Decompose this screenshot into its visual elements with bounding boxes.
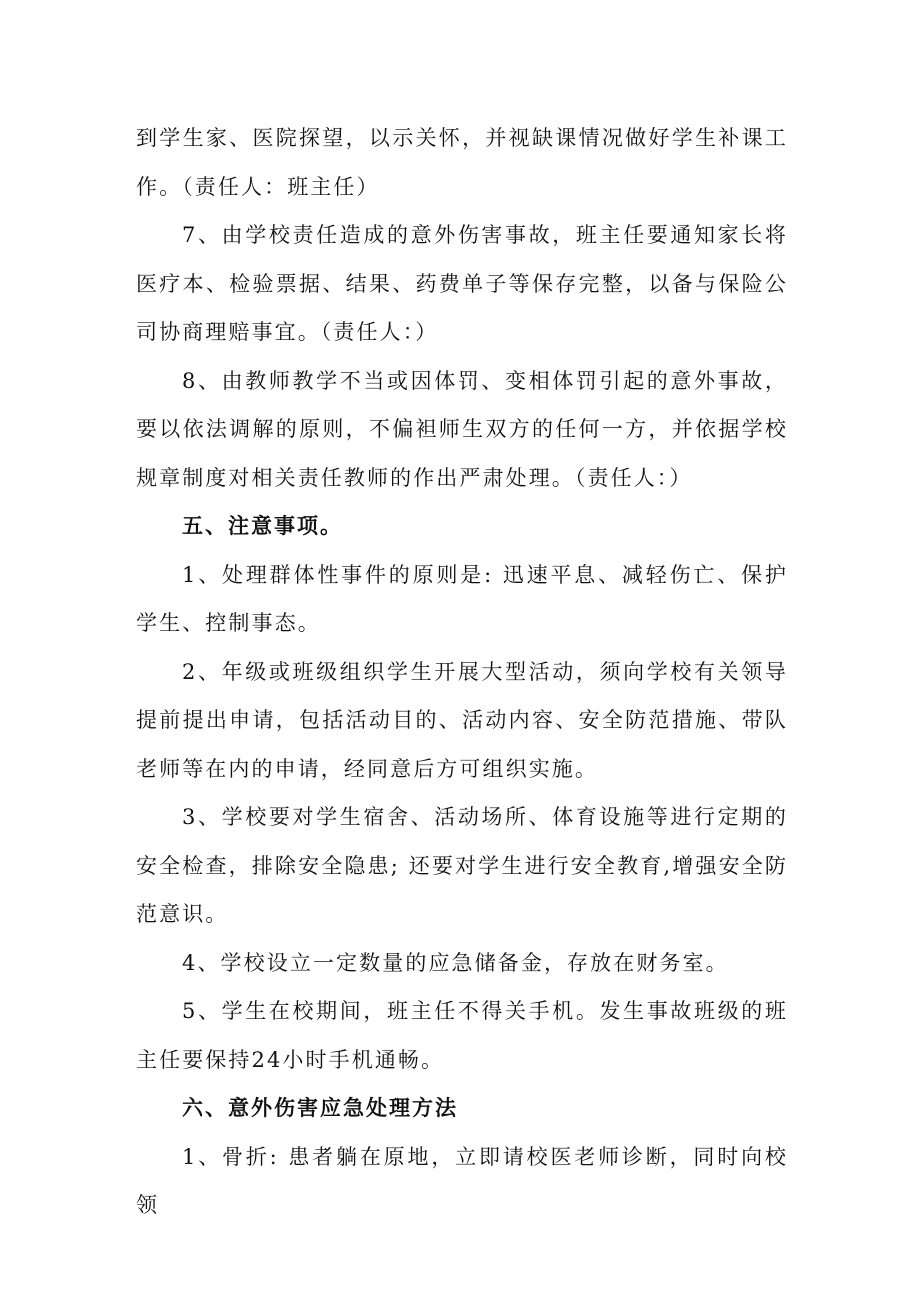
paragraph-method-1-fracture: 1、骨折: 患者躺在原地，立即请校医老师诊断，同时向校领 — [136, 1144, 788, 1217]
section-heading-emergency-methods: 六、意外伤害应急处理方法 — [182, 1096, 458, 1120]
paragraph-precaution-2: 2、年级或班级组织学生开展大型活动，须向学校有关领导提前提出申请，包括活动目的、活动内容、安全防范措施、带队老师等在内的申请，经同意后方可组织实施。 — [136, 659, 788, 781]
paragraph-item-7-insurance: 7、由学校责任造成的意外伤害事故，班主任要通知家长将医疗本、检验票据、结果、药费单子等保存完整，以备与保险公司协商理赔事宜。（责任人：） — [136, 223, 788, 344]
paragraph-item-8-teacher-accident: 8、由教师教学不当或因体罚、变相体罚引起的意外事故，要以依法调解的原则，不偏袒师生双方的任何一方，并依据学校规章制度对相关责任教师的作出严肃处理。（责任人：） — [136, 368, 788, 490]
paragraph-precaution-5: 5、学生在校期间，班主任不得关手机。发生事故班级的班主任要保持24小时手机通畅。 — [136, 999, 788, 1072]
paragraph-precaution-4: 4、学校设立一定数量的应急储备金，存放在财务室。 — [182, 950, 729, 975]
paragraph-continued-visit: 到学生家、医院探望，以示关怀，并视缺课情况做好学生补课工作。（责任人：班主任） — [136, 126, 788, 199]
paragraph-precaution-1: 1、处理群体性事件的原则是: 迅速平息、减轻伤亡、保护学生、控制事态。 — [136, 562, 788, 635]
document-body — [136, 114, 788, 1230]
section-heading-precautions: 五、注意事项。 — [182, 514, 343, 538]
paragraph-precaution-3: 3、学校要对学生宿舍、活动场所、体育设施等进行定期的安全检查，排除安全隐患; 还要对学生进行安全教育,增强安全防范意识。 — [136, 805, 788, 926]
